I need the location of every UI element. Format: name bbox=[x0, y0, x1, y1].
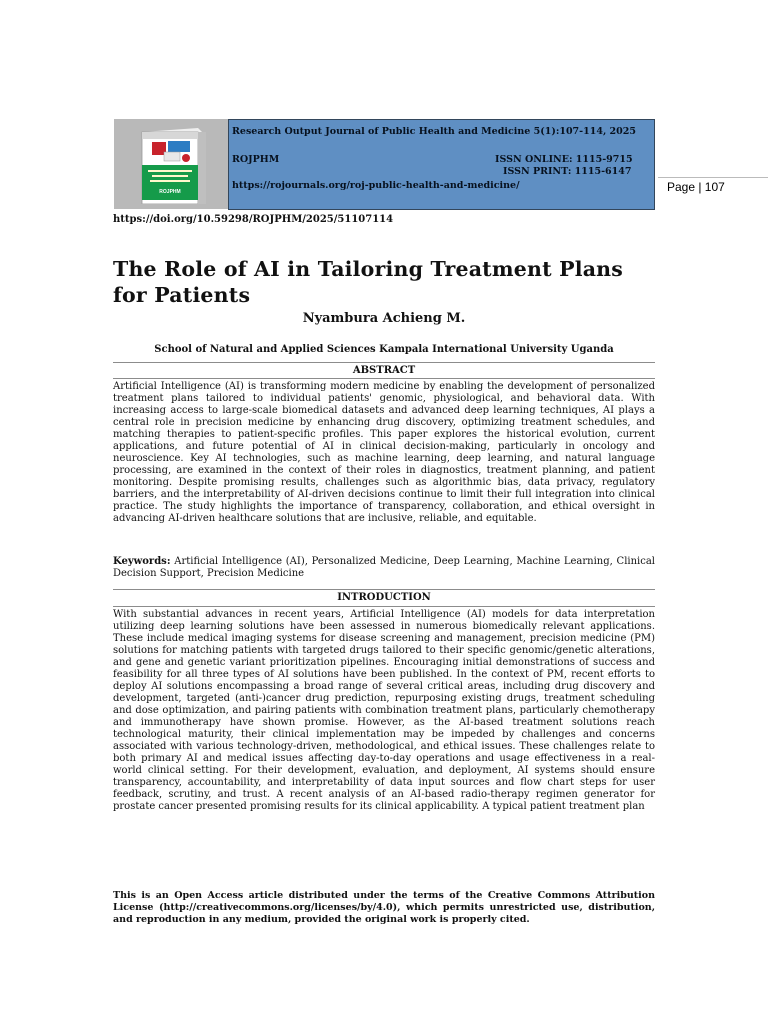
author-name: Nyambura Achieng M. bbox=[302, 311, 466, 326]
abstract-rule-bottom bbox=[113, 378, 655, 379]
page-rule bbox=[658, 177, 768, 178]
issn-online: ISSN ONLINE: 1115-9715 bbox=[495, 154, 633, 165]
abstract-rule-top bbox=[113, 362, 655, 363]
introduction-text: With substantial advances in recent years, Artificial Intelligence (AI) models for data interpretation utilizing deep learning solutions have been assessed in numerous biomedically relevant applications. These include medical imaging systems for disease screening and management, precision medicine (PM) solutions for matching patients with targeted drugs tailored to their specific genomic/genetic alterations, and gene and genetic variant prioritization pipelines. Encouraging initial demonstrations of success and feasibility for all three types of AI solutions have been published. In the context of PM, recent efforts to deploy AI solutions encompassing a broad range of several critical areas, including drug discovery and development, targeted (anti-)cancer drug prediction, repurposing existing drugs, treatment scheduling and dose optimization, and pairing patients with combination treatment plans, particularly chemotherapy and immunotherapy have shown promise. However, as the AI-based treatment solutions reach technological maturity, their clinical implementation may be impeded by challenges and concerns associated with various technology-driven, methodological, and ethical issues. These challenges relate to both primary AI and medical issues affecting day-to-day operations and usage effectiveness in a real-world clinical setting. For their development, evaluation, and deployment, AI systems should ensure transparency, accountability, and interpretability of data input sources and flow chart steps for user feedback, scrutiny, and trust. A recent analysis of an AI-based radio-therapy regimen generator for prostate cancer presented promising results for its clinical applicability. A typical patient treatment plan bbox=[113, 609, 655, 812]
license-notice: This is an Open Access article distributed under the terms of the Creative Commons Attribution License (http://creativecommons.org/licenses/by/4.0), which permits unrestricted use, distribution, and reproduction in any medium, provided the original work is properly cited. bbox=[113, 890, 655, 925]
introduction-heading: INTRODUCTION bbox=[337, 592, 431, 603]
keywords bbox=[113, 556, 655, 580]
paper-title: The Role of AI in Tailoring Treatment Plans for Patients bbox=[113, 257, 624, 307]
journal-header bbox=[228, 119, 655, 210]
intro-rule-top bbox=[113, 589, 655, 590]
affiliation: School of Natural and Applied Sciences Kampala International University Uganda bbox=[154, 344, 614, 355]
doi-link[interactable]: https://doi.org/10.59298/ROJPHM/2025/51107114 bbox=[113, 214, 394, 225]
journal-abbrev: ROJPHM bbox=[232, 154, 280, 165]
cover-title: ROJPHM bbox=[159, 189, 181, 195]
keywords-list: Artificial Intelligence (AI), Personalized Medicine, Deep Learning, Machine Learning, Clinical Decision Support, Precision Medicine bbox=[113, 556, 655, 579]
journal-cover-book bbox=[134, 128, 212, 204]
keywords-label: Keywords: bbox=[113, 556, 171, 567]
page-number: Page | 107 bbox=[667, 180, 725, 194]
journal-url[interactable]: https://rojournals.org/roj-public-health-and-medicine/ bbox=[232, 180, 520, 191]
intro-rule-bottom bbox=[113, 606, 655, 607]
journal-cover-image bbox=[114, 119, 228, 209]
abstract-heading: ABSTRACT bbox=[352, 365, 416, 376]
journal-name: Research Output Journal of Public Health and Medicine 5(1):107-114, 2025 bbox=[232, 126, 637, 137]
abstract-text: Artificial Intelligence (AI) is transforming modern medicine by enabling the development of personalized treatment plans tailored to individual patients' genomic, physiological, and behavioral data. With increasing access to large-scale biomedical datasets and advanced deep learning techniques, AI plays a central role in precision medicine by enhancing drug discovery, optimizing treatment schedules, and matching therapies to patient-specific profiles. This paper explores the historical evolution, current applications, and future potential of AI in clinical decision-making, particularly in oncology and neuroscience. Key AI technologies, such as machine learning, deep learning, and natural language processing, are examined in the context of their roles in diagnostics, treatment planning, and patient monitoring. Despite promising results, challenges such as algorithmic bias, data privacy, regulatory barriers, and the interpretability of AI-driven decisions continue to limit their full integration into clinical practice. The study highlights the importance of transparency, collaboration, and ethical oversight in advancing AI-driven healthcare solutions that are inclusive, reliable, and equitable. bbox=[113, 381, 655, 524]
issn-print: ISSN PRINT: 1115-6147 bbox=[503, 166, 632, 177]
